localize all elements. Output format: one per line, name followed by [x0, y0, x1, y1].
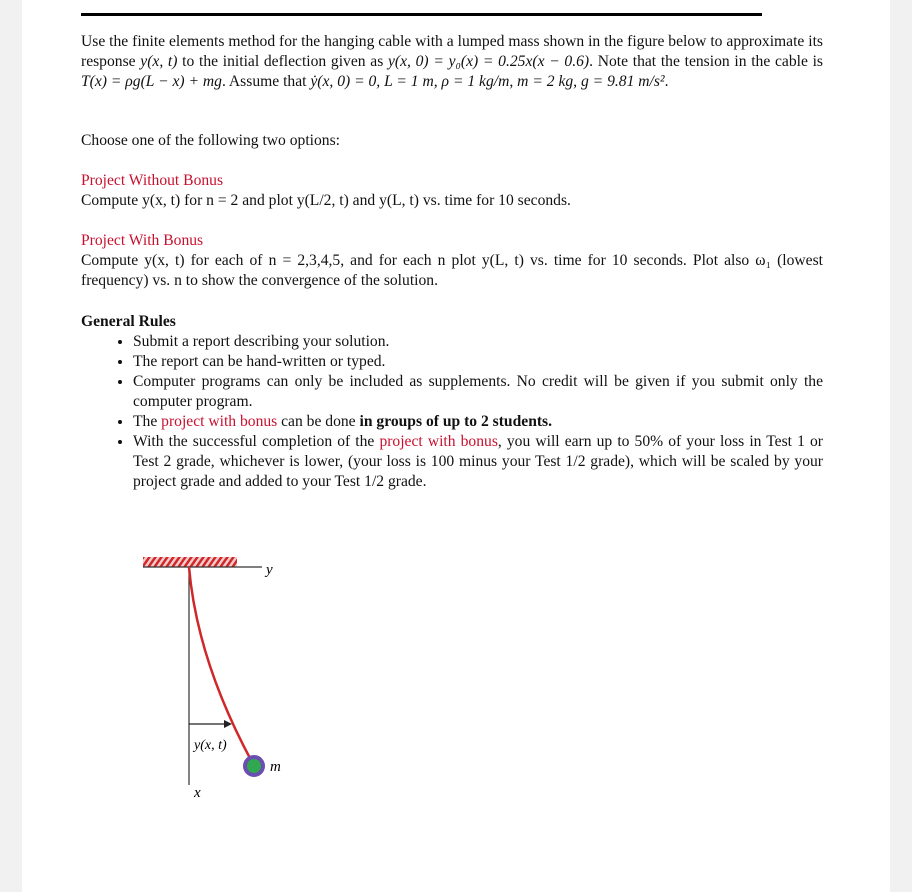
mass-label: m: [270, 759, 281, 775]
rule-item: • The project with bonus can be done in groups of up to 2 students.: [133, 412, 823, 432]
rule-item: • Computer programs can only be included as supplements. No credit will be given if you submit only the computer program.: [133, 372, 823, 412]
fixed-support: [143, 557, 237, 567]
rule-item: • The report can be hand-written or typed.: [133, 352, 823, 372]
option1-title: Project Without Bonus: [81, 172, 224, 189]
cable: [189, 567, 252, 762]
rule-item: • Submit a report describing your solution.: [133, 332, 823, 352]
lumped-mass: [245, 757, 263, 775]
y-axis-label: y: [266, 562, 273, 578]
hanging-cable-figure: [22, 0, 890, 892]
option2-title: Project With Bonus: [81, 232, 204, 249]
intro-paragraph: Use the finite elements method for the hanging cable with a lumped mass shown in the figure below to approximate its response y(x, t) to the initial deflection given as y(x, 0) = y₀(x) = 0.25x(x − 0.6). Note that the tension in the cable is T(x) = ρg(L − x) + mg. Assume that ẏ(x, 0) = 0, L = 1 m, ρ = 1 kg/m, m = 2 kg, g = 9.81 m/s².: [81, 33, 823, 90]
choose-text: Choose one of the following two options:: [81, 132, 341, 149]
document-page: [22, 0, 890, 892]
x-axis-label: x: [194, 785, 201, 801]
option2-text: Compute y(x, t) for each of n = 2,3,4,5, and for each n plot y(L, t) vs. time for 10 seconds. Plot also ω₁ (lowest frequency) vs. n to show the convergence of the solution.: [81, 252, 823, 289]
rules-title: General Rules: [81, 313, 176, 330]
option1-text: Compute y(x, t) for n = 2 and plot y(L/2, t) and y(L, t) vs. time for 10 seconds.: [81, 192, 571, 209]
deflection-label: y(x, t): [194, 738, 227, 753]
rule-item: • With the successful completion of the project with bonus, you will earn up to 50% of your loss in Test 1 or Test 2 grade, whichever is lower, (your loss is 100 minus your Test 1/2 grade), which will be scaled by your project grade and added to your Test 1/2 grade.: [133, 432, 823, 492]
